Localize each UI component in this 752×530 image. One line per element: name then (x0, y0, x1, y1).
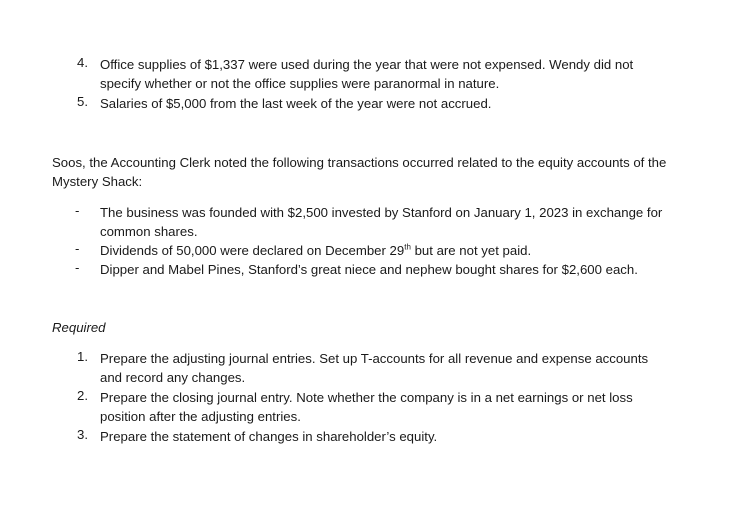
list-number: 1. (77, 349, 88, 364)
list-number: 3. (77, 427, 88, 442)
dash-bullet: - (75, 203, 80, 218)
required-heading: Required (52, 320, 106, 335)
dash-bullet: - (75, 241, 80, 256)
list-text: Prepare the adjusting journal entries. Set up T-accounts for all revenue and expense accounts and record any changes. (100, 351, 649, 385)
superscript: th (404, 242, 411, 252)
list-text: Dividends of 50,000 were declared on December 29th but are not yet paid. (100, 242, 532, 258)
list-number: 4. (77, 55, 88, 70)
list-number: 2. (77, 388, 88, 403)
dash-bullet: - (75, 260, 80, 275)
list-number: 5. (77, 94, 88, 109)
list-text: The business was founded with $2,500 invested by Stanford on January 1, 2023 in exchange for common shares. (100, 205, 663, 239)
intro-paragraph: Soos, the Accounting Clerk noted the following transactions occurred related to the equity accounts of the Mystery Shack: (52, 155, 667, 189)
list-text: Salaries of $5,000 from the last week of the year were not accrued. (100, 96, 492, 111)
list-text: Prepare the statement of changes in shareholder’s equity. (100, 429, 438, 444)
list-text: Prepare the closing journal entry. Note whether the company is in a net earnings or net loss position after the adjusting entries. (100, 390, 633, 424)
list-text: Office supplies of $1,337 were used during the year that were not expensed. Wendy did not specify whether or not the office supplies were paranormal in nature. (100, 57, 634, 91)
list-text: Dipper and Mabel Pines, Stanford’s great niece and nephew bought shares for $2,600 each. (100, 262, 638, 277)
